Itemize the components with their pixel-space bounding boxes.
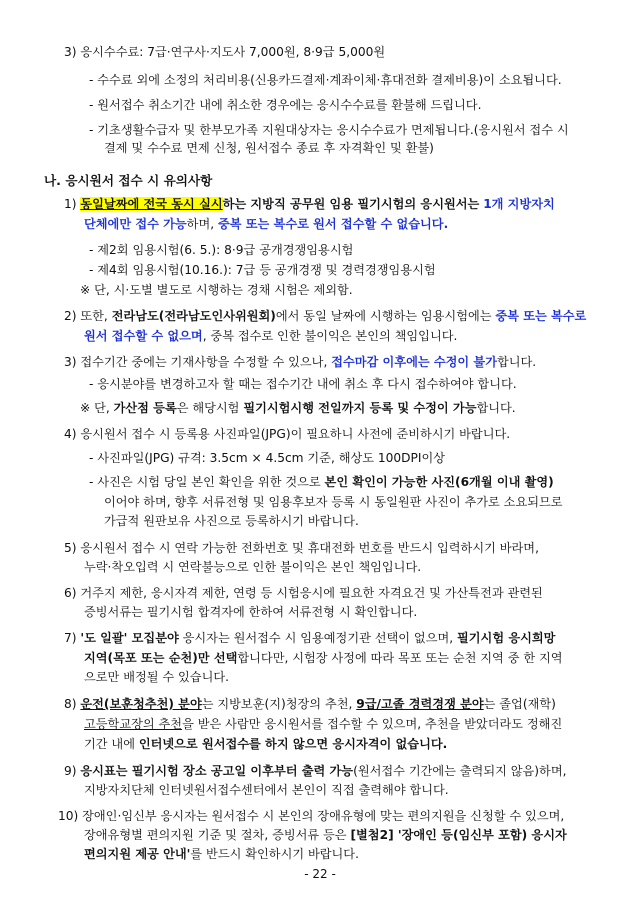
item-7-bold-3: 지역(목포 또는 순천)만 선택 <box>84 651 238 665</box>
fee-sub-3a: - 기초생활수급자 및 한부모가족 지원대상자는 응시수수료가 면제됩니다.(응시원서 접수 시 <box>89 123 569 137</box>
item-3-num: 3) <box>64 355 77 369</box>
item-6-text-2: 증빙서류는 필기시험 합격자에 한하여 서류전형 시 확인합니다. <box>84 605 418 619</box>
item-6-line-1 <box>64 585 543 601</box>
item-8-text-4: 을 받은 사람만 응시원서를 접수할 수 있으며, 추천을 받았더라도 정해진 <box>182 717 563 731</box>
item-9-bold-1: 응시표는 필기시험 장소 공고일 이후부터 출력 가능 <box>80 764 354 778</box>
item-6-text-1: 거주지 제한, 응시자격 제한, 연령 등 시험응시에 필요한 자격요건 및 가산특전과 관련된 <box>80 586 543 600</box>
item-4-sub-2b: 본인 확인이 가능한 사진(6개월 이내 촬영) <box>324 475 554 489</box>
item-9-text-2: 지방자치단체 인터넷원서접수센터에서 본인이 직접 출력해야 합니다. <box>84 783 449 797</box>
item-8-num: 8) <box>64 697 77 711</box>
item-6-num: 6) <box>64 586 77 600</box>
item-4-sub-1: - 사진파일(JPG) 규격: 3.5cm × 4.5cm 기준, 해상도 100DPI이상 <box>89 451 446 465</box>
item-2-line-1 <box>64 308 586 324</box>
item-1-sub-2: - 제4회 임용시험(10.16.): 7급 등 공개경쟁 및 경력경쟁임용시험 <box>89 263 436 277</box>
section-title: 나. 응시원서 접수 시 유의사항 <box>44 173 213 188</box>
fee-sub-3b: 결제 및 수수료 면제 신청, 원서접수 종료 후 자격확인 및 환불) <box>104 141 434 155</box>
item-7-line-2 <box>84 650 563 666</box>
item-2-num: 2) <box>64 309 77 323</box>
item-7-text-3: 으로만 배정될 수 있습니다. <box>84 670 230 684</box>
item-7-bold-2: 필기시험 응시희망 <box>457 631 556 645</box>
item-10-text-1: 장애인·임신부 응시자는 원서접수 시 본인의 장애유형에 맞는 편의지원을 신청할 수 있으며, <box>82 809 565 823</box>
item-2-text-1: 또한, <box>80 309 108 323</box>
item-4-text-1: 응시원서 접수 시 등록용 사진파일(JPG)이 필요하니 사전에 준비하시기 바랍니다. <box>80 427 511 441</box>
item-4-sub-2c: 이어야 하며, 향후 서류전형 및 임용후보자 등록 시 동일원판 사진이 추가로 소요되므로 <box>104 495 563 509</box>
item-2-text-2: 에서 동일 날짜에 시행하는 임용시험에는 <box>275 309 492 323</box>
item-1-sub-1: - 제2회 임용시험(6. 5.): 8·9급 공개경쟁임용시험 <box>89 243 354 257</box>
item-5-text-2: 누락·착오입력 시 연락불능으로 인한 불이익은 본인 책임입니다. <box>84 560 422 574</box>
item-7-text-2: 합니다만, 시험장 사정에 따라 목포 또는 순천 지역 중 한 지역 <box>237 651 563 665</box>
item-2-blue-1: 중복 또는 복수로 <box>495 309 587 323</box>
item-9-text-1: (원서접수 기간에는 출력되지 않음)하며, <box>353 764 567 778</box>
fee-heading: 3) 응시수수료: 7급·연구사·지도사 7,000원, 8·9급 5,000원 <box>64 45 386 59</box>
item-9-line-1 <box>64 763 566 779</box>
item-1-blue-1: 1개 지방자치 <box>483 197 555 211</box>
item-8-bold-1: 운전(보훈청추천) 분야 <box>80 697 202 711</box>
item-4-num: 4) <box>64 427 77 441</box>
item-4-line-1 <box>64 426 510 442</box>
item-8-line-2 <box>84 716 562 732</box>
item-1-highlight: 동일날짜에 전국 동시 실시 <box>80 197 223 211</box>
item-1-note: ※ 단, 시·도별 별도로 시행하는 경채 시험은 제외함. <box>80 283 353 297</box>
item-1-num: 1) <box>64 197 77 211</box>
item-3-note-3: 합니다. <box>476 401 516 415</box>
item-8-text-1: 는 지방보훈(지)청장의 추천, <box>201 697 353 711</box>
fee-sub-1: - 수수료 외에 소정의 처리비용(신용카드결제·계좌이체·휴대전화 결제비용)이 소요됩니다. <box>89 73 562 87</box>
item-3-blue-1: 접수마감 이후에는 수정이 불가 <box>331 355 497 369</box>
item-3-line-1 <box>64 354 536 370</box>
item-3-sub-1: - 응시분야를 변경하고자 할 때는 접수기간 내에 취소 후 다시 접수하여야 합니다. <box>89 377 517 391</box>
item-9-num: 9) <box>64 764 77 778</box>
item-3-note-bold-1: 가산점 등록 <box>113 401 177 415</box>
item-4-sub-2d: 가급적 원판보유 사진으로 등록하시기 바랍니다. <box>104 514 359 528</box>
item-5-line-1 <box>64 540 539 556</box>
item-8-bold-3: 인터넷으로 원서접수를 하지 않으면 응시자격이 없습니다. <box>138 737 448 751</box>
item-10-line-1 <box>58 808 564 824</box>
item-3-text-1: 접수기간 중에는 기재사항을 수정할 수 있으나, <box>80 355 328 369</box>
item-7-text-1: 응시자는 원서접수 시 임용예정기관 선택이 없으며, <box>182 631 454 645</box>
item-8-bold-2: 9급/고졸 경력경쟁 분야 <box>356 697 484 711</box>
item-8-text-5: 기간 내에 <box>84 737 135 751</box>
item-4-sub-2a-text: - 사진은 시험 당일 본인 확인을 위한 것으로 <box>89 475 321 489</box>
item-10-line-3 <box>84 846 359 862</box>
item-1-blue-2: 단체에만 접수 가능 <box>84 217 187 231</box>
item-1-blue-3: 중복 또는 복수로 원서 접수할 수 없습니다. <box>217 217 449 231</box>
item-2-line-2 <box>84 328 457 344</box>
item-10-num: 10) <box>58 809 79 823</box>
item-1-line-1 <box>64 196 555 212</box>
item-2-text-3: , 중복 접수로 인한 불이익은 본인의 책임입니다. <box>202 329 458 343</box>
item-10-bold-1: [별첨2] '장애인 등(임신부 포함) 응시자 <box>350 828 567 842</box>
item-5-num: 5) <box>64 541 77 555</box>
item-3-text-2: 합니다. <box>496 355 537 369</box>
item-3-note <box>80 400 516 416</box>
item-8-line-1 <box>64 696 556 712</box>
item-10-line-2 <box>84 827 567 843</box>
item-5-text-1: 응시원서 접수 시 연락 가능한 전화번호 및 휴대전화 번호를 반드시 입력하시기 바라며, <box>80 541 539 555</box>
item-10-text-2: 장애유형별 편의지원 기준 및 절차, 증빙서류 등은 <box>84 828 347 842</box>
item-1-line-2 <box>84 216 448 232</box>
item-10-bold-2: 편의지원 제공 안내' <box>84 847 191 861</box>
item-3-note-bold-2: 필기시험시행 전일까지 등록 및 수정이 가능 <box>243 401 477 415</box>
item-10-text-3: 를 반드시 확인하시기 바랍니다. <box>190 847 359 861</box>
item-8-text-3: 고등학교장의 추천 <box>84 717 183 731</box>
item-8-line-3 <box>84 736 447 752</box>
item-7-line-1 <box>64 630 555 646</box>
item-7-num: 7) <box>64 631 77 645</box>
item-8-text-2: 는 졸업(재학) <box>483 697 556 711</box>
page-number: - 22 - <box>304 867 336 881</box>
item-1-text-1: 하는 지방직 공무원 임용 필기시험의 응시원서는 <box>222 197 480 211</box>
fee-sub-2: - 원서접수 취소기간 내에 취소한 경우에는 응시수수료를 환불해 드립니다. <box>89 98 482 112</box>
item-2-blue-2: 원서 접수할 수 없으며 <box>84 329 203 343</box>
item-4-sub-2a <box>89 474 554 490</box>
item-3-note-1: ※ 단, <box>80 401 110 415</box>
item-7-bold-1: '도 일괄' 모집분야 <box>80 631 179 645</box>
item-1-text-2: 하며, <box>186 217 215 231</box>
item-3-note-2: 은 해당시험 <box>176 401 240 415</box>
item-2-bold-1: 전라남도(전라남도인사위원회) <box>111 309 276 323</box>
